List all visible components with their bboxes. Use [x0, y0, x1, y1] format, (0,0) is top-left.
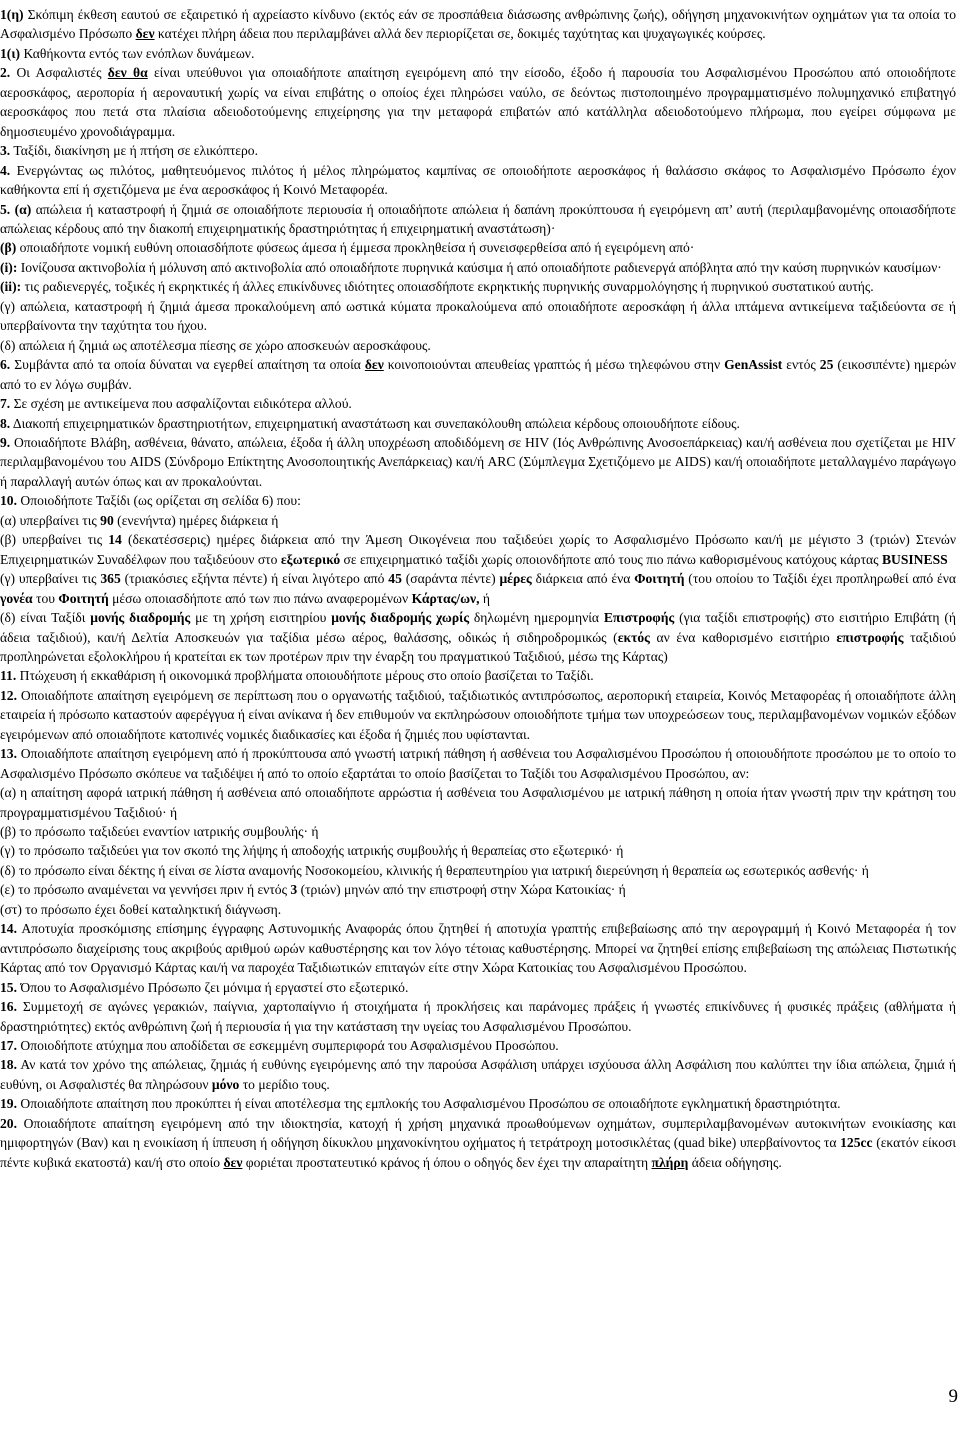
text-run: Οποιαδήποτε απαίτηση εγειρόμενη από την ιδιοκτησία, κατοχή ή χρήση μηχανικά προωθούμενων οχημάτων, συμπεριλαμβανομένων αυτοκινήτων ενοικίασης και ημιφορτηγών (Βαν) και η ενοικίαση ή ίππευση ή οδήγηση δίκυκλου μηχανοκίνητου οχήματος ή τετράτροχη μοτοσικλέτας (quad bike) υπερβαίνοντος τα [0, 1115, 956, 1151]
emphasis-run: 14 [108, 532, 122, 548]
text-run: (β) υπερβαίνει τις [0, 532, 109, 548]
text-run: Οποιοδήποτε ατύχημα που αποδίδεται σε εσκεμμένη συμπεριφορά του Ασφαλισμένου Προσώπου. [17, 1038, 559, 1054]
text-run: (γ) υπερβαίνει τις [0, 571, 101, 587]
exclusion-paragraph [0, 63, 956, 141]
text-run: άδεια οδήγησης. [688, 1154, 782, 1170]
text-run: απώλεια ή καταστροφή ή ζημιά σε οποιαδήποτε περιουσία ή οποιαδήποτε απώλεια ή δαπάνη προκύπτουσα ή εγειρόμενη απ’ αυτή (περιλαμβανομένης οποιασδήποτε απώλειας κέρδους από την διακοπή επιχειρηματικής δραστηριότητας ή επιχειρηματική αναστάτωση)· [0, 201, 956, 236]
emphasis-run: 11. [0, 668, 17, 684]
text-run: Πτώχευση ή εκκαθάριση ή οικονομικά προβλήματα οποιουδήποτε μέρους στο οποίο βασίζεται το Ταξίδι. [16, 668, 594, 684]
text-run: κοινοποιούνται απευθείας γραπτώς ή μέσω τηλεφώνου στην [383, 357, 725, 373]
emphasis-run: 8. [0, 415, 11, 431]
exclusion-paragraph [0, 414, 956, 433]
text-run: τις ραδιενεργές, τοξικές ή εκρηκτικές ή άλλες επικίνδυνες ιδιότητες οποιασδήποτε εκρηκτικής πυρηνικής συναρμολόγησης ή πυρηνικού συστατικού αυτής. [21, 279, 874, 295]
emphasis-run: 10. [0, 493, 17, 509]
emphasis-run: 18. [0, 1057, 17, 1073]
emphasis-run: μονής διαδρομής χωρίς [331, 610, 470, 626]
emphasis-run: Φοιτητή [634, 571, 685, 587]
text-run: δηλωμένη ημερομηνία [469, 610, 604, 626]
emphasis-run: 2. [0, 65, 11, 81]
text-run: φοριέται προστατευτικό κράνος ή όπου ο οδηγός δεν έχει την απαραίτητη [242, 1154, 652, 1170]
text-run: (β) το πρόσωπο ταξιδεύει εναντίον ιατρικής συμβουλής· ή [0, 824, 319, 840]
emphasis-run: επιστροφής [836, 629, 904, 645]
text-run: Καθήκοντα εντός των ενόπλων δυνάμεων. [20, 45, 255, 61]
text-run: (γ) απώλεια, καταστροφή ή ζημιά άμεσα προκαλούμενη από ωστικά κύματα προκαλούμενα από οποιαδήποτε αεροσκάφη ή άλλα ιπτάμενα αντικείμενα ταξιδεύοντα σε ή υπερβαίνοντα την ταχύτητα του ήχου. [0, 298, 956, 334]
emphasis-run: 19. [0, 1096, 17, 1112]
text-run: εντός [782, 357, 820, 373]
text-run: (στ) το πρόσωπο έχει δοθεί καταληκτική διάγνωση. [0, 901, 282, 917]
exclusion-paragraph [0, 569, 956, 608]
text-run: (ε) το πρόσωπο αναμένεται να γεννήσει πριν ή εντός [0, 882, 291, 898]
text-run: (δ) το πρόσωπο είναι δέκτης ή είναι σε λίστα αναμονής Νοσοκομείου, κλινικής ή θεραπευτηρίου για ιατρική διερεύνηση ή θεραπεία ως εσωτερικός ασθενής· ή [0, 862, 869, 878]
text-run: Σκόπιμη έκθεση εαυτού σε εξαιρετικό ή αχρείαστο κίνδυνο (εκτός εάν σε προσπάθεια διάσωσης ανθρώπινης ζωής), οδήγηση μηχανοκινήτων οχημάτων για τα οποία το Ασφαλισμένο Πρόσωπο [0, 7, 956, 42]
text-run: Όπου το Ασφαλισμένο Πρόσωπο ζει μόνιμα ή εργαστεί στο εξωτερικό. [17, 979, 409, 995]
text-run: (εκατόν είκοσι πέντε κυβικά εκατοστά) και/ή στο οποίο [0, 1135, 956, 1170]
emphasis-run: 90 [100, 512, 114, 528]
emphasis-run: 1(ι) [0, 45, 21, 61]
exclusion-paragraph [0, 161, 956, 200]
emphasis-run: πλήρη [651, 1154, 689, 1170]
emphasis-run: εκτός [617, 629, 650, 645]
exclusion-paragraph [0, 978, 956, 997]
emphasis-run: (β) [0, 240, 17, 256]
text-run: (δεκατέσσερις) ημέρες διάρκεια από την Άμεση Οικογένεια που ταξιδεύει χωρίς το Ασφαλισμένο Πρόσωπο και/ή με μέγιστο 3 (τριών) Στενών Επιχειρηματικών Συναδέλφων που ταξιδεύουν στο [0, 532, 956, 567]
emphasis-run: Φοιτητή [58, 590, 109, 606]
text-run: του [32, 590, 59, 606]
exclusion-paragraph [0, 861, 956, 880]
text-run: είναι υπεύθυνοι για οποιαδήποτε απαίτηση εγειρόμενη από την είσοδο, έξοδο ή παρουσία του Ασφαλισμένου Προσώπου από οποιοδήποτε αεροσκάφος, αεροπορία ή αεροναυτική χωρίς να είναι επιβάτης ο οποίος έχει πληρώσει ναύλο, σε δεόντως πιστοποιημένο προγραμματισμένο πολυμηχανικό επιβατηγό αεροσκάφος που πετά στα πλαίσια αδειοδοτούμενης επιχείρησης για την μεταφορά επιβατών από κατάλληλα αδειοδοτούμενο πλήρωμα, που εγείρει σύμφωνα με δημοσιευμένο χρονοδιάγραμμα. [0, 65, 956, 139]
text-run: (του οποίου το Ταξίδι έχει προπληρωθεί από ένα [684, 571, 956, 587]
text-run: Αν κατά τον χρόνο της απώλειας, ζημιάς ή ευθύνης εγειρόμενης από την παρούσα Ασφάλιση υπάρχει ισχύουσα άλλη Ασφάλιση που καλύπτει την ίδια απώλεια, ζημιά ή ευθύνη, οι Ασφαλιστές θα πληρώσουν [0, 1057, 956, 1092]
text-run: το μερίδιο τους. [239, 1076, 330, 1092]
emphasis-run: 1(η) [0, 7, 24, 22]
text-run: Οποιοδήποτε Ταξίδι (ως ορίζεται ση σελίδα 6) που: [17, 493, 301, 509]
text-run: (τριών) μηνών από την επιστροφή στην Χώρα Κατοικίας· ή [297, 882, 626, 898]
emphasis-run: 6. [0, 357, 11, 373]
text-run: οποιαδήποτε νομική ευθύνη οποιασδήποτε φύσεως άμεσα ή έμμεσα προκληθείσα ή συνεισφερθείσα από ή εγειρόμενη από· [16, 240, 695, 256]
exclusion-paragraph [0, 1114, 956, 1172]
emphasis-run: 13. [0, 746, 17, 762]
text-run: Οποιαδήποτε απαίτηση εγειρόμενη από ή προκύπτουσα από γνωστή ιατρική πάθηση ή ασθένεια του Ασφαλισμένου Προσώπου ή οποιουδήποτε προσώπου με το οποίο το Ασφαλισμένο Πρόσωπο σκόπευε να ταξιδέψει ή από το οποίο εξαρτάται το οποίο βασίζεται το Ταξίδι του Ασφαλισμένου Προσώπου, αν: [0, 746, 956, 781]
emphasis-run: 7. [0, 396, 11, 412]
emphasis-run: 3. [0, 143, 11, 159]
text-run: Οποιαδήποτε απαίτηση που προκύπτει ή είναι αποτέλεσμα της εμπλοκής του Ασφαλισμένου Προσώπου σε οποιαδήποτε εγκληματική δραστηριότητα. [17, 1096, 841, 1112]
emphasis-run: 20. [0, 1115, 17, 1131]
emphasis-run: BUSINESS [881, 551, 948, 567]
emphasis-run: δεν [135, 26, 155, 42]
text-run: Διακοπή επιχειρηματικών δραστηριοτήτων, επιχειρηματική αναστάτωση και συνεπακόλουθη απώλεια κέρδους οποιουδήποτε είδους. [10, 415, 740, 431]
exclusions-document [0, 5, 956, 1172]
emphasis-run: 15. [0, 979, 17, 995]
emphasis-run: 14. [0, 921, 17, 937]
text-run: (δ) απώλεια ή ζημιά ως αποτέλεσμα πίεσης σε χώρο αποσκευών αεροσκάφους. [0, 337, 431, 353]
exclusion-paragraph [0, 141, 956, 160]
emphasis-run: 16. [0, 999, 17, 1015]
emphasis-run: 17. [0, 1038, 17, 1054]
text-run: Αποτυχία προσκόμισης επίσημης έγγραφης Αστυνομικής Αναφοράς όπου ζητηθεί ή αποτυχία γραπτής επιβεβαίωσης από την αερογραμμή ή Κοινό Μεταφορέα ή τον αντιπρόσωπο διαχείρισης τους ακριβούς αριθμού ωρών καθυστέρησης και τον λόγο τέτοιας καθυστέρησης. Μπορεί να ζητηθεί επίσης επιβεβαίωση της απώλειας Πιστωτικής Κάρτας από τον Οργανισμό Κάρτας και/ή να παροχέα Ταξιδιωτικών επιταγών είτε στην Χώρα Κατοικίας του Ασφαλισμένου Προσώπου. [0, 921, 956, 976]
text-run: Συμμετοχή σε αγώνες γερακιών, παίγνια, χαρτοπαίγνιο ή στοιχήματα ή προκλήσεις και παράνομες πράξεις ή γνωστές επικίνδυνες ή φυσικές πράξεις (αθλήματα ή δραστηριότητες) εκτός ανθρώπινη ζωή ή περιουσία ή για την κατάσταση την υγείας του Ασφαλισμένου Προσώπου. [0, 999, 956, 1034]
text-run: σε επιχειρηματικό ταξίδι χωρίς οποιονδήποτε από τους πιο πάνω καθορισμένους κατόχους κάρτας [340, 551, 882, 567]
exclusion-paragraph [0, 258, 956, 277]
exclusion-paragraph [0, 744, 956, 783]
text-run: Σε σχέση με αντικείμενα που ασφαλίζονται ειδικότερα αλλού. [10, 396, 352, 412]
exclusion-paragraph [0, 880, 956, 899]
text-run: (ενενήντα) ημέρες διάρκεια ή [113, 512, 279, 528]
emphasis-run: μέρες [499, 571, 532, 587]
emphasis-run: 5. (α) [0, 201, 32, 217]
exclusion-paragraph [0, 919, 956, 977]
text-run: Οι Ασφαλιστές [10, 65, 108, 81]
exclusion-paragraph [0, 530, 956, 569]
text-run: ή [479, 590, 491, 606]
text-run: με τη χρήση εισιτηρίου [190, 610, 332, 626]
exclusion-paragraph [0, 783, 956, 822]
text-run: (α) υπερβαίνει τις [0, 512, 101, 528]
text-run: Ταξίδι, διακίνηση με ή πτήση σε ελικόπτερο. [10, 143, 258, 159]
exclusion-paragraph [0, 822, 956, 841]
emphasis-run: δεν [364, 357, 384, 373]
exclusion-paragraph [0, 1094, 956, 1113]
exclusion-paragraph [0, 336, 956, 355]
text-run: μέσω οποιασδήποτε από των πιο πάνω αναφερομένων [108, 590, 412, 606]
exclusion-paragraph [0, 841, 956, 860]
text-run: Συμβάντα από τα οποία δύναται να εγερθεί απαίτηση τα οποία [10, 357, 365, 373]
exclusion-paragraph [0, 900, 956, 919]
text-run: αν ένα καθορισμένο εισιτήριο [649, 629, 837, 645]
exclusion-paragraph [0, 238, 956, 257]
text-run: (γ) το πρόσωπο ταξιδεύει για τον σκοπό της λήψης ή αποδοχής ιατρικής συμβουλής ή θεραπείας στο εξωτερικό· ή [0, 843, 624, 859]
exclusion-paragraph [0, 608, 956, 666]
emphasis-run: (ii): [0, 279, 22, 295]
emphasis-run: δεν [223, 1154, 243, 1170]
text-run: (εικοσιπέντε) ημερών από το εν λόγω συμβάν. [0, 357, 956, 392]
exclusion-paragraph [0, 433, 956, 491]
exclusion-paragraph [0, 686, 956, 744]
emphasis-run: (i): [0, 259, 18, 275]
emphasis-run: 365 [100, 571, 121, 587]
emphasis-run: 125cc [840, 1135, 873, 1151]
emphasis-run: Κάρτας/ων, [411, 590, 480, 606]
exclusion-paragraph [0, 297, 956, 336]
exclusion-paragraph [0, 491, 956, 510]
exclusion-paragraph [0, 277, 956, 296]
text-run: (δ) είναι Ταξίδι [0, 610, 91, 626]
exclusion-paragraph [0, 44, 956, 63]
emphasis-run: γονέα [0, 590, 33, 606]
text-run: Οποιαδήποτε απαίτηση εγειρόμενη σε περίπτωση που ο οργανωτής ταξιδιού, ταξιδιωτικός αντιπρόσωπος, αεροπορική εταιρεία, Κοινός Μεταφορέας ή οποιαδήποτε άλλη εταιρεία ή πρόσωπο καταστούν αφερέγγυα ή είναι ανίκανα ή δεν επιθυμούν να εκπληρώσουν οποιοδήποτε τμήμα των υποχρεώσεων τους, περιλαμβανομένων νομικών εξόδων εγειρόμενων από οποιαδήποτε κατοπινές νομικές διαδικασίες και έξοδα ή ζημιές που υφίστανται. [0, 687, 956, 742]
exclusion-paragraph [0, 997, 956, 1036]
emphasis-run: 45 [388, 571, 402, 587]
emphasis-run: Επιστροφής [603, 610, 675, 626]
emphasis-run: δεν θα [107, 65, 148, 81]
emphasis-run: 12. [0, 687, 17, 703]
emphasis-run: εξωτερικό [280, 551, 341, 567]
text-run: (τριακόσιες εξήντα πέντε) ή είναι λιγότερο από [120, 571, 389, 587]
emphasis-run: 9. [0, 434, 11, 450]
emphasis-run: 3 [290, 882, 298, 898]
emphasis-run: μονής διαδρομής [90, 610, 191, 626]
emphasis-run: 25 [819, 357, 834, 373]
exclusion-paragraph [0, 5, 956, 44]
text-run: ταξιδιού προπληρώνεται εξολοκλήρου ή κρατείται εκ των προτέρων πριν την έναρξη του πραγματικού Ταξιδιού, μέσω της Κάρτας) [0, 629, 956, 664]
emphasis-run: 4. [0, 162, 11, 178]
exclusion-paragraph [0, 666, 956, 685]
text-run: διάρκεια από ένα [531, 571, 635, 587]
page-number: 9 [948, 1386, 958, 1407]
text-run: (για ταξίδι επιστροφής) στο εισιτήριο Επιβάτη (ή άδεια ταξιδιού), και/ή Δελτία Αποσκευών για ταξίδια μέσω αέρος, θαλάσσης, οδικώς ή σιδηροδρομικώς ( [0, 610, 956, 645]
exclusion-paragraph [0, 355, 956, 394]
exclusion-paragraph [0, 1055, 956, 1094]
text-run: Ιονίζουσα ακτινοβολία ή μόλυνση από ακτινοβολία από οποιαδήποτε πυρηνικά καύσιμα ή από οποιαδήποτε ραδιενεργά απόβλητα από την καύση πυρηνικών καυσίμων· [17, 259, 942, 275]
emphasis-run: GenAssist [724, 357, 783, 373]
exclusion-paragraph [0, 394, 956, 413]
text-run: Ενεργώντας ως πιλότος, μαθητευόμενος πιλότος ή μέλος πληρώματος καμπίνας σε οποιοδήποτε αεροσκάφος ή θαλάσσιο σκάφος το Ασφαλισμένο Πρόσωπο έχον καθήκοντα επί ή σχετιζόμενα με ένα αεροσκάφος ή Κοινό Μεταφορέα. [0, 162, 956, 198]
text-run: (α) η απαίτηση αφορά ιατρική πάθηση ή ασθένεια από οποιαδήποτε αρρώστια ή ασθένεια του Ασφαλισμένου με ιατρική πάθηση η οποία ήταν γνωστή πριν την κράτηση του προγραμματισμένου Ταξιδιού· ή [0, 785, 956, 820]
text-run: (σαράντα πέντε) [401, 571, 500, 587]
text-run: Οποιαδήποτε Βλάβη, ασθένεια, θάνατο, απώλεια, έξοδα ή άλλη υποχρέωση αποδιδόμενη σε HIV (Ιός Ανθρώπινης Ανοσοεπάρκειας) και/ή ασθένεια που σχετίζεται με HIV περιλαμβανομένου του AIDS (Σύνδρομο Επίκτητης Ανοσοποιητικής Ανεπάρκειας) και/ή ARC (Σύμπλεγμα Σχετιζόμενο με AIDS) και/ή οποιαδήποτε μεταλλαγμένο παράγωγο ή παραλλαγή αυτών όπως και αν προκαλούνται. [0, 434, 957, 489]
exclusion-paragraph [0, 511, 956, 530]
exclusion-paragraph [0, 200, 956, 239]
text-run: κατέχει πλήρη άδεια που περιλαμβάνει αλλά δεν περιορίζεται σε, δοκιμές ταχύτητας και ψυχαγωγικές κούρσες. [154, 26, 766, 42]
emphasis-run: μόνο [211, 1076, 240, 1092]
exclusion-paragraph [0, 1036, 956, 1055]
